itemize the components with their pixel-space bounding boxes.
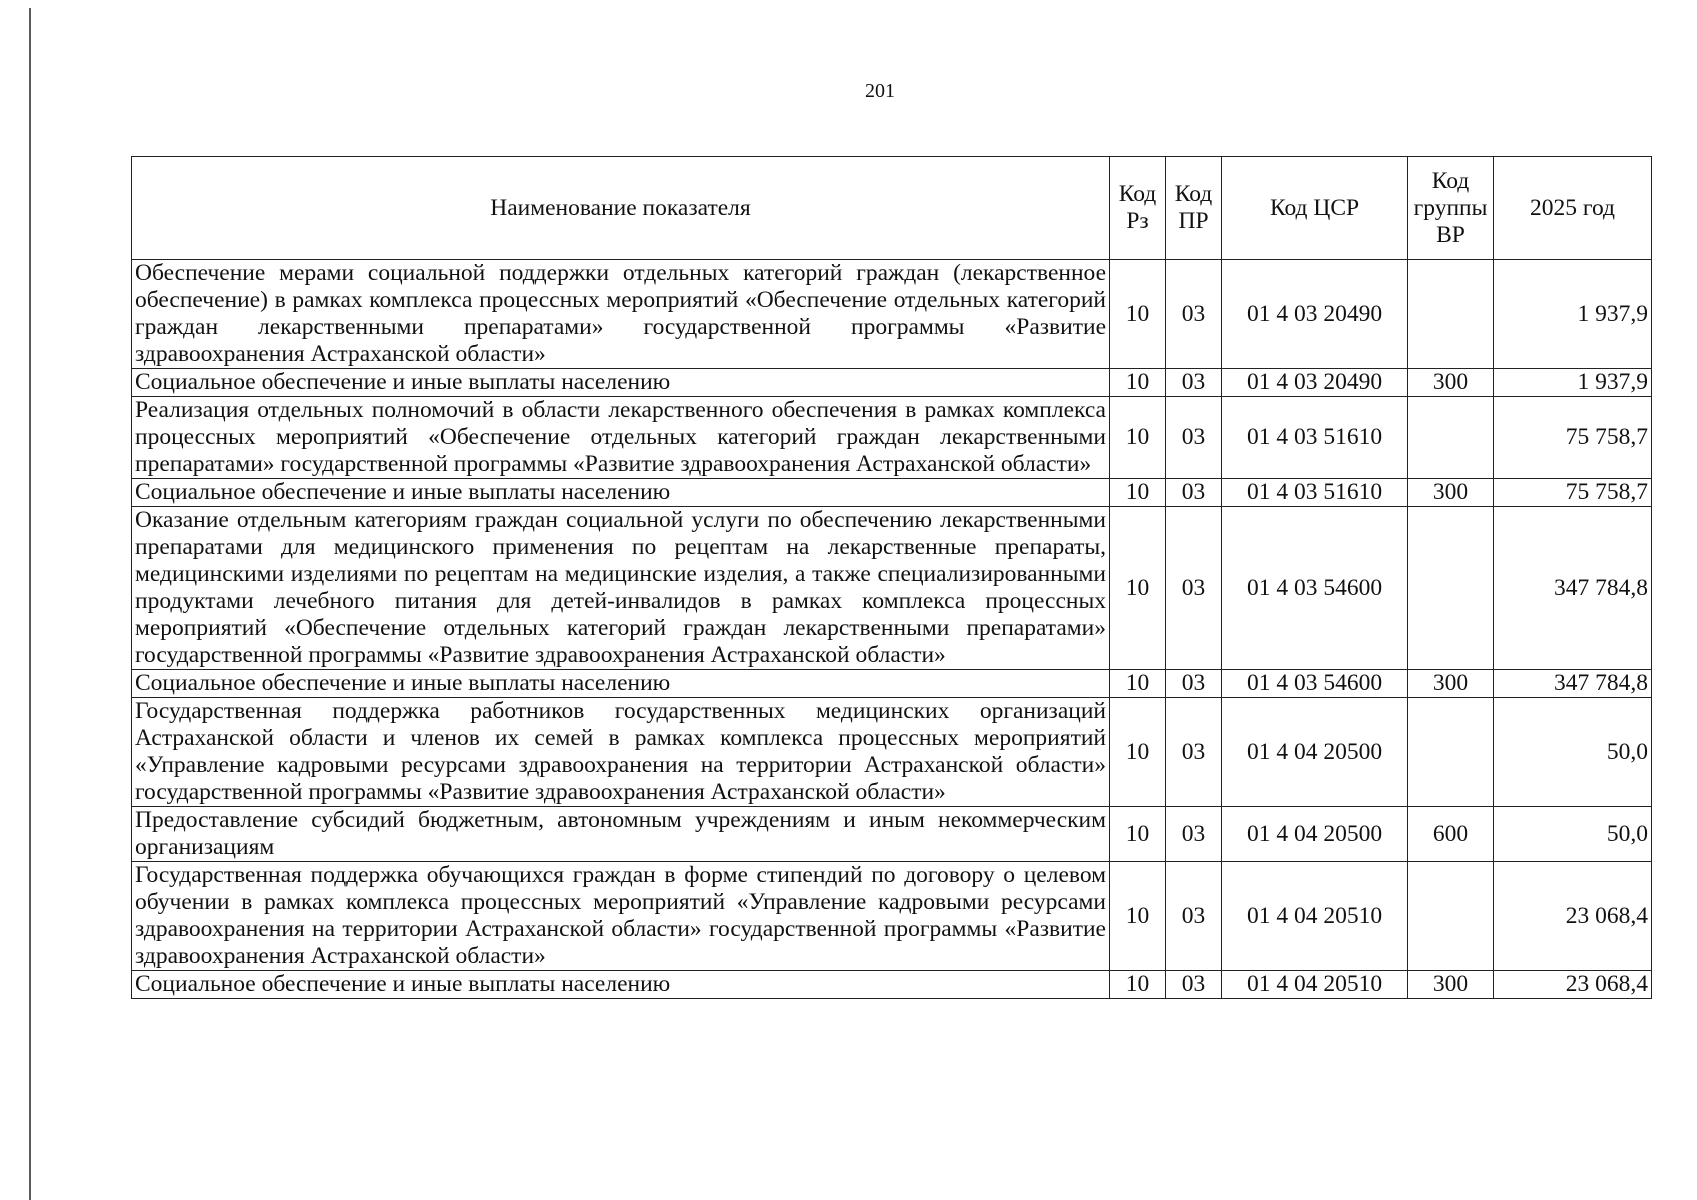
row-code-pr: 03 xyxy=(1166,698,1222,807)
table-row xyxy=(132,862,1652,971)
row-code-vr: 300 xyxy=(1408,369,1494,397)
row-code-vr xyxy=(1408,507,1494,670)
header-code-vr: Код группы ВР xyxy=(1408,157,1494,260)
row-indicator-name: Оказание отдельным категориям граждан социальной услуги по обеспечению лекарственными препаратами для медицинского применения по рецептам на лекарственные препараты, медицинскими изделиями по рецептам на медицинские изделия, а также специализированными продуктами лечебного питания для детей-инвалидов в рамках комплекса процессных мероприятий «Обеспечение отдельных категорий граждан лекарственными препаратами» государственной программы «Развитие здравоохранения Астраханской области» xyxy=(132,507,1110,670)
row-code-csr: 01 4 03 51610 xyxy=(1222,479,1408,507)
row-code-csr: 01 4 03 54600 xyxy=(1222,507,1408,670)
row-code-csr: 01 4 03 51610 xyxy=(1222,397,1408,479)
header-code-rz: Код Рз xyxy=(1110,157,1166,260)
row-code-csr: 01 4 04 20500 xyxy=(1222,807,1408,862)
row-indicator-name: Обеспечение мерами социальной поддержки отдельных категорий граждан (лекарственное обеспечение) в рамках комплекса процессных мероприятий «Обеспечение отдельных категорий граждан лекарственными препаратами» государственной программы «Развитие здравоохранения Астраханской области» xyxy=(132,260,1110,369)
table-row xyxy=(132,698,1652,807)
row-indicator-name: Предоставление субсидий бюджетным, автономным учреждениям и иным некоммерческим организациям xyxy=(132,807,1110,862)
row-code-rz: 10 xyxy=(1110,971,1166,999)
row-code-pr: 03 xyxy=(1166,369,1222,397)
row-code-pr: 03 xyxy=(1166,397,1222,479)
row-code-vr xyxy=(1408,862,1494,971)
table-row xyxy=(132,369,1652,397)
row-code-rz: 10 xyxy=(1110,807,1166,862)
row-amount: 50,0 xyxy=(1494,698,1652,807)
row-amount: 75 758,7 xyxy=(1494,397,1652,479)
row-code-rz: 10 xyxy=(1110,479,1166,507)
row-code-pr: 03 xyxy=(1166,862,1222,971)
row-code-vr xyxy=(1408,397,1494,479)
row-code-vr: 300 xyxy=(1408,971,1494,999)
row-amount: 347 784,8 xyxy=(1494,507,1652,670)
row-amount: 1 937,9 xyxy=(1494,260,1652,369)
header-year-2025: 2025 год xyxy=(1494,157,1652,260)
row-code-pr: 03 xyxy=(1166,479,1222,507)
row-amount: 23 068,4 xyxy=(1494,862,1652,971)
row-code-rz: 10 xyxy=(1110,260,1166,369)
row-indicator-name: Государственная поддержка обучающихся граждан в форме стипендий по договору о целевом обучении в рамках комплекса процессных мероприятий «Управление кадровыми ресурсами здравоохранения на территории Астраханской области» государственной программы «Развитие здравоохранения Астраханской области» xyxy=(132,862,1110,971)
row-indicator-name: Реализация отдельных полномочий в области лекарственного обеспечения в рамках комплекса процессных мероприятий «Обеспечение отдельных категорий граждан лекарственными препаратами» государственной программы «Развитие здравоохранения Астраханской области» xyxy=(132,397,1110,479)
row-code-csr: 01 4 04 20510 xyxy=(1222,971,1408,999)
row-amount: 50,0 xyxy=(1494,807,1652,862)
table-row xyxy=(132,397,1652,479)
row-code-csr: 01 4 03 20490 xyxy=(1222,260,1408,369)
row-code-pr: 03 xyxy=(1166,971,1222,999)
budget-table xyxy=(131,156,1652,999)
row-code-vr: 600 xyxy=(1408,807,1494,862)
table-row xyxy=(132,971,1652,999)
row-amount: 75 758,7 xyxy=(1494,479,1652,507)
header-code-csr: Код ЦСР xyxy=(1222,157,1408,260)
row-code-csr: 01 4 04 20510 xyxy=(1222,862,1408,971)
table-row xyxy=(132,670,1652,698)
table-row xyxy=(132,807,1652,862)
row-amount: 1 937,9 xyxy=(1494,369,1652,397)
row-code-csr: 01 4 04 20500 xyxy=(1222,698,1408,807)
row-code-rz: 10 xyxy=(1110,698,1166,807)
row-code-rz: 10 xyxy=(1110,369,1166,397)
row-code-csr: 01 4 03 54600 xyxy=(1222,670,1408,698)
row-code-csr: 01 4 03 20490 xyxy=(1222,369,1408,397)
row-code-vr: 300 xyxy=(1408,479,1494,507)
row-code-pr: 03 xyxy=(1166,807,1222,862)
row-code-rz: 10 xyxy=(1110,862,1166,971)
header-code-pr: Код ПР xyxy=(1166,157,1222,260)
row-code-pr: 03 xyxy=(1166,260,1222,369)
row-code-pr: 03 xyxy=(1166,670,1222,698)
row-amount: 347 784,8 xyxy=(1494,670,1652,698)
table-header-row xyxy=(132,157,1652,260)
row-code-rz: 10 xyxy=(1110,397,1166,479)
table-row xyxy=(132,479,1652,507)
row-indicator-name: Социальное обеспечение и иные выплаты населению xyxy=(132,971,1110,999)
row-code-vr xyxy=(1408,698,1494,807)
row-indicator-name: Государственная поддержка работников государственных медицинских организаций Астраханской области и членов их семей в рамках комплекса процессных мероприятий «Управление кадровыми ресурсами здравоохранения на территории Астраханской области» государственной программы «Развитие здравоохранения Астраханской области» xyxy=(132,698,1110,807)
row-code-pr: 03 xyxy=(1166,507,1222,670)
page-number: 201 xyxy=(865,80,895,102)
row-code-rz: 10 xyxy=(1110,670,1166,698)
row-code-vr: 300 xyxy=(1408,670,1494,698)
row-code-vr xyxy=(1408,260,1494,369)
row-code-rz: 10 xyxy=(1110,507,1166,670)
table-row xyxy=(132,507,1652,670)
row-indicator-name: Социальное обеспечение и иные выплаты населению xyxy=(132,479,1110,507)
row-indicator-name: Социальное обеспечение и иные выплаты населению xyxy=(132,369,1110,397)
header-indicator-name: Наименование показателя xyxy=(132,157,1110,260)
row-amount: 23 068,4 xyxy=(1494,971,1652,999)
row-indicator-name: Социальное обеспечение и иные выплаты населению xyxy=(132,670,1110,698)
binding-margin-line xyxy=(29,8,31,1200)
table-row xyxy=(132,260,1652,369)
